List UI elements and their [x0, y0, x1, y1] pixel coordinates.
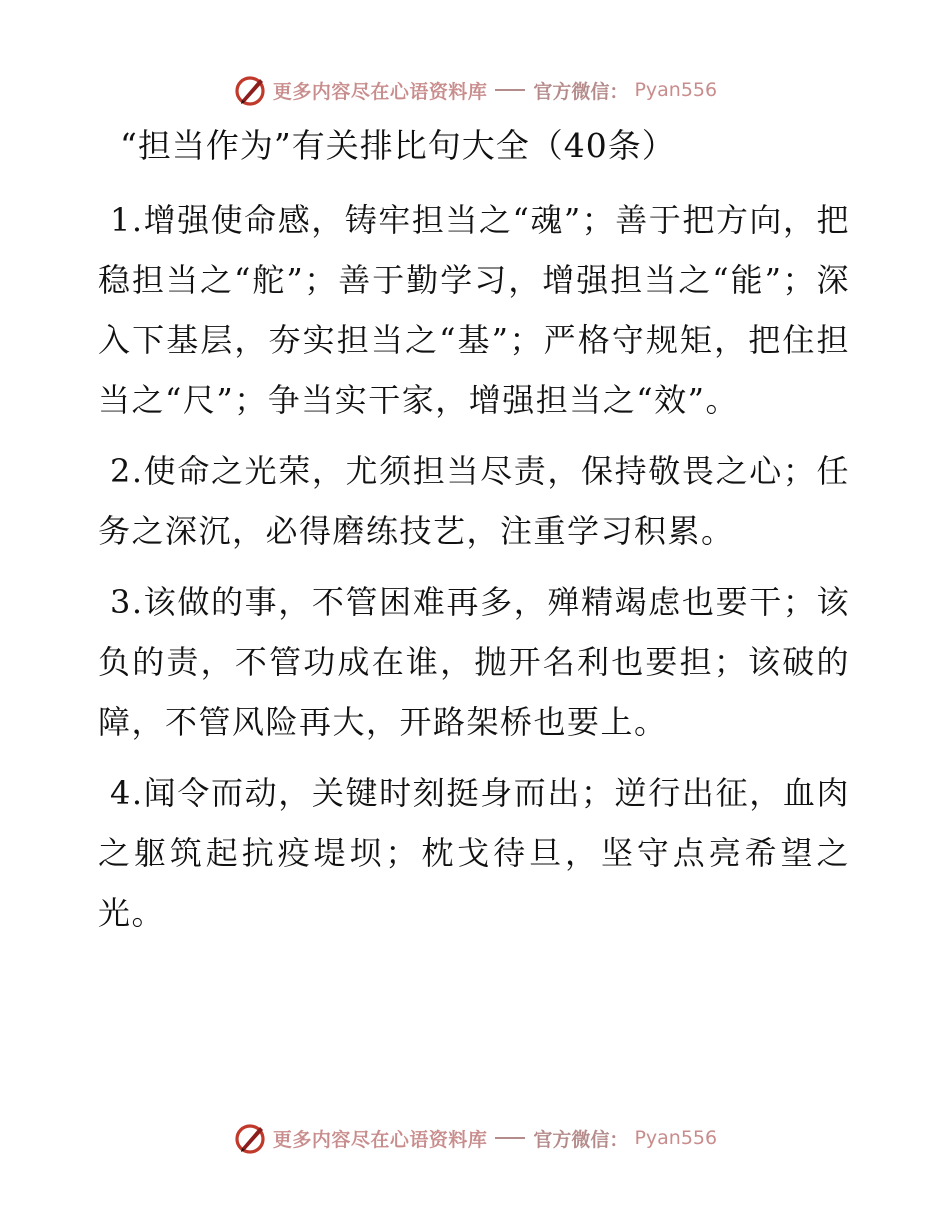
wechat-id: Pyan556 — [634, 1127, 718, 1149]
paragraph-4: 4.闻令而动，关键时刻挺身而出；逆行出征，血肉之躯筑起抗疫堤坝；枕戈待旦，坚守点亮希望之光。 — [98, 774, 850, 932]
banner-divider — [495, 89, 525, 91]
pen-on-circle-logo-icon — [233, 73, 267, 107]
paragraph-2: 2.使命之光荣，尤须担当尽责，保持敬畏之心；任务之深沉，必得磨练技艺，注重学习积累。 — [98, 452, 850, 550]
banner-divider — [495, 1137, 525, 1139]
wechat-id: Pyan556 — [634, 79, 718, 101]
document-body — [98, 190, 850, 954]
paragraph-1: 1.增强使命感，铸牢担当之“魂”；善于把方向，把稳担当之“舵”；善于勤学习，增强担当之“能”；深入下基层，夯实担当之“基”；严格守规矩，把住担当之“尺”；争当实干家，增强担当之“效”。 — [98, 201, 850, 419]
paragraph-3: 3.该做的事，不管困难再多，殚精竭虑也要干；该负的责，不管功成在谁，抛开名利也要担；该破的障，不管风险再大，开路架桥也要上。 — [98, 583, 850, 741]
promo-text: 更多内容尽在心语资料库 — [272, 1128, 488, 1151]
document-title: “担当作为”有关排比句大全（40条） — [120, 126, 676, 165]
footer-banner — [0, 1118, 950, 1158]
wechat-label: 官方微信： — [533, 1128, 629, 1151]
pen-on-circle-logo-icon — [233, 1121, 267, 1155]
header-banner — [0, 70, 950, 110]
promo-text: 更多内容尽在心语资料库 — [272, 80, 488, 103]
wechat-label: 官方微信： — [533, 80, 629, 103]
